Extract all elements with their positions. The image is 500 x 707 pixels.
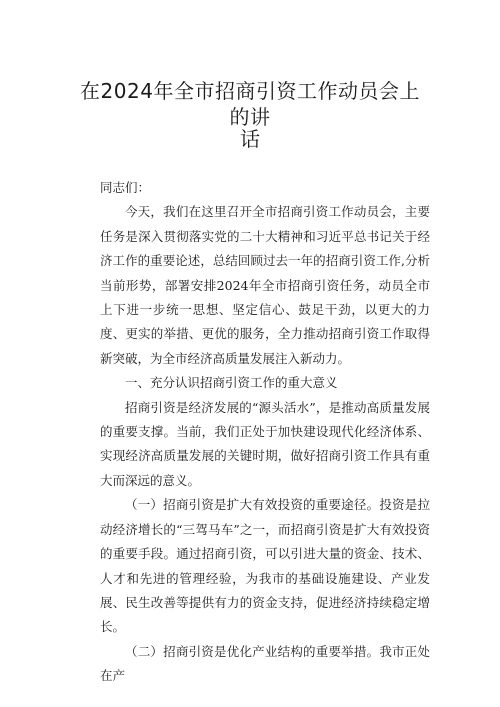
section-paragraph: 招商引资是经济发展的“源头活水”，是推动高质量发展的重要支撑。当前，我们正处于加快建设现代化经济体系、实现经济高质量发展的关键时期，做好招商引资工作具有重大而深远的意义。 [100,399,430,488]
point-paragraph-1: （一）招商引资是扩大有效投资的重要途径。投资是拉动经济增长的“三驾马车”之一，而招商引资是扩大有效投资的重要手段。通过招商引资，可以引进大量的资金、技术、人才和先进的管理经验，为我市的基础设施建设、产业发展、民生改善等提供有力的资金支持，促进经济持续稳定增长。 [100,497,430,635]
salutation: 同志们： [100,180,151,195]
intro-paragraph: 今天，我们在这里召开全市招商引资工作动员会，主要任务是深入贯彻落实党的二十大精神和习近平总书记关于经济工作的重要论述，总结回顾过去一年的招商引资工作,分析当前形势，部署安排2024年全市招商引资任务，动员全市上下进一步统一思想、坚定信心、鼓足干劲，以更大的力度、更实的举措、更优的服务，全力推动招商引资工作取得新突破，为全市经济高质量发展注入新动力。 [100,204,430,366]
document-title-continuation: 话 [240,127,260,151]
document-title: 在2024年全市招商引资工作动员会上的讲 [80,79,420,129]
section-heading: 一、充分认识招商引资工作的重大意义 [125,375,338,391]
point-paragraph-2: （二）招商引资是优化产业结构的重要举措。我市正处在产 [100,643,430,684]
document-body [100,176,430,689]
